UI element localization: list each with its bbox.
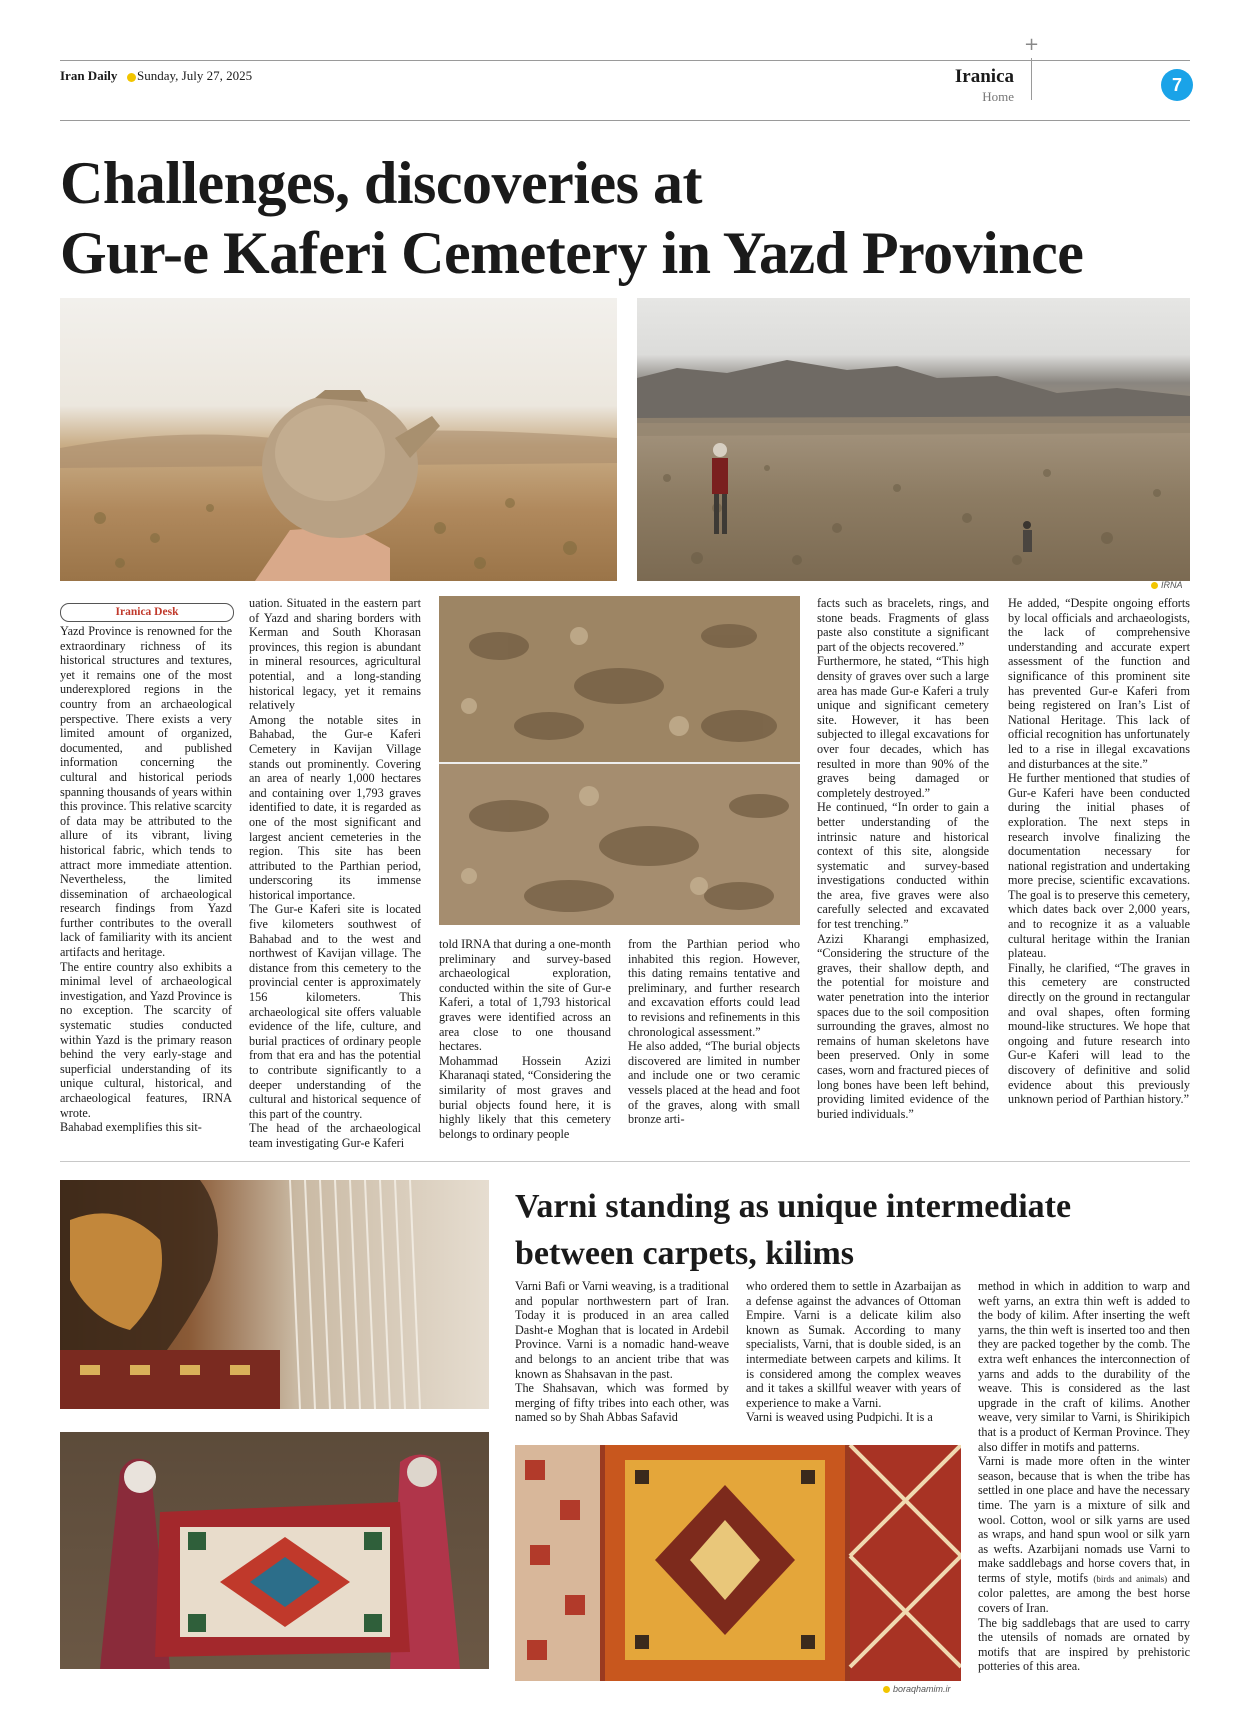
paragraph — [978, 1454, 1190, 1616]
photo-excavated-graves-art — [439, 596, 800, 925]
paragraph: facts such as bracelets, rings, and stone beads. Fragments of glass paste also constitute a significant part of the objects recovered.” — [817, 596, 989, 654]
article-column-5 — [817, 596, 989, 1121]
photo-credit-boraqhamim: boraqhamim.ir — [893, 1684, 951, 1694]
issue-date: Sunday, July 27, 2025 — [137, 68, 253, 83]
main-headline — [60, 148, 1190, 288]
article-column-2 — [249, 596, 421, 1151]
photo-excavated-graves — [439, 596, 800, 925]
header-divider — [1031, 58, 1032, 100]
article-column-4 — [628, 937, 800, 1127]
text-run: and color palettes, are among the best horse covers of Iran. — [978, 1570, 1191, 1616]
paper-name: Iran Daily — [60, 68, 118, 83]
main-headline-line2: Gur-e Kaferi Cemetery in Yazd Province — [60, 220, 1084, 286]
article-column-1 — [60, 624, 232, 1135]
paragraph: uation. Situated in the eastern part of Yazd and sharing borders with Kerman and South Khorasan provinces, this region is abundant in mineral resources, agricultural potential, and a long-standing historical legacy, yet it remains relatively — [249, 596, 421, 713]
section-divider — [60, 1161, 1190, 1162]
paragraph: Mohammad Hossein Azizi Kharanaqi stated, “Considering the similarity of most graves and burial objects found here, it is highly likely that this cemetery belongs to ordinary people — [439, 1053, 611, 1141]
paragraph: The Shahsavan, which was formed by merging of fifty tribes into each other, was named so by Shah Abbas Safavid — [515, 1381, 729, 1425]
page-number-badge: 7 — [1161, 69, 1193, 101]
paragraph: He continued, “In order to gain a better understanding of the intrinsic nature and historical context of this site, alongside systematic and survey-based investigations conducted within the area, five graves were also carefully selected and excavated for test trenching.” — [817, 800, 989, 932]
header-rule — [60, 120, 1190, 121]
paragraph: from the Parthian period who inhabited this region. However, this dating remains tentative and preliminary, and further research and excavation efforts could lead to revisions and refinements in this chronological assessment.” — [628, 937, 800, 1039]
photo-ceramic-vessel — [60, 298, 617, 581]
paragraph: method in which in addition to warp and weft yarns, an extra thin weft is added to the body of kilim. After inserting the weft yarns, the thin weft is inserted too and then they are packed together by the comb. The extra weft enhances the interconnection of yarns and adds to the durability of the weave. This is considered as the last upgrade in the craft of kilims. Another weave, very similar to Varni, is Shirikipich that is a product of Kerman Province. They also differ in motifs and patterns. — [978, 1279, 1190, 1454]
photo-weaving-loom-art — [60, 1180, 489, 1409]
varni-headline — [515, 1183, 1135, 1277]
paragraph: The Gur-e Kaferi site is located five kilometers southwest of Bahabad and to the west and northwest of Kavijan village. The distance from this cemetery to the provincial center is approximately 156 kilometers. This archaeological site offers valuable evidence of the life, culture, and burial practices of ordinary people from that era and has the potential to contribute significantly to a deeper understanding of the cultural and historical sequence of this part of the country. — [249, 902, 421, 1121]
plus-icon: + — [1024, 34, 1040, 55]
varni-headline-line2: between carpets, kilims — [515, 1235, 855, 1272]
text-run-small: (birds and animals) — [1093, 1573, 1168, 1584]
photo-weaving-loom — [60, 1180, 489, 1409]
article-column-6 — [1008, 596, 1190, 1107]
section-subtitle: Home — [982, 89, 1014, 104]
paragraph: He also added, “The burial objects discovered are limited in number and include one or two ceramic vessels placed at the head and foot of the graves, along with small bronze arti- — [628, 1039, 800, 1127]
paragraph: Yazd Province is renowned for the extraordinary richness of its historical structures and textures, yet it remains one of the most underexplored regions in the country from an archaeological perspective. There exists a very limited amount of organized, documented, and published information concerning the cultural and historical periods spanning thousands of years within this province. This relative scarcity of data may be attributed to the allure of its vibrant, living historical fabric, which tends to attract more immediate attention. Nevertheless, the limited dissemination of archaeological research findings from Yazd further contributes to the overall lack of familiarity with its ancient artifacts and heritage. — [60, 624, 232, 960]
paragraph: Azizi Kharangi emphasized, “Considering the structure of the graves, their shallow depth, and the potential for moisture and water penetration into the interior spaces due to the soil composition surrounding the graves, almost no remains of human skeletons have been preserved. Only in some cases, worn and fractured pieces of long bones have been left behind, providing limited evidence of the buried individuals.” — [817, 931, 989, 1121]
section-title: Iranica — [954, 66, 1014, 87]
paragraph: Among the notable sites in Bahabad, the Gur-e Kaferi Cemetery in Kavijan Village stands out prominently. Covering an area of nearly 1,000 hectares and containing over 1,793 graves identified to date, it is regarded as one of the most significant and largest ancient cemeteries in the region. This site has been attributed to the Parthian period, underscoring its immense historical importance. — [249, 712, 421, 902]
photo-credit-irna: IRNA — [1161, 580, 1183, 590]
paragraph: He further mentioned that studies of Gur-e Kaferi have been conducted during the initial phases of exploration. The next steps in research involve finalizing the documentation necessary for national registration and undertaking more precise, scientific excavations. The goal is to preserve this cemetery, which dates back over 2,000 years, and to recognize it as a valuable cultural heritage within the Iranian plateau. — [1008, 771, 1190, 961]
paragraph: The head of the archaeological team investigating Gur-e Kaferi — [249, 1121, 421, 1150]
photo-women-carpet-art — [60, 1432, 489, 1669]
photo-desert-survey — [637, 298, 1190, 581]
varni-column-3 — [978, 1279, 1190, 1674]
paragraph: Bahabad exemplifies this sit- — [60, 1120, 202, 1135]
photo-varni-kilims — [515, 1445, 961, 1681]
top-rule — [60, 60, 1190, 61]
main-headline-line1: Challenges, discoveries at — [60, 150, 702, 216]
paragraph: He added, “Despite ongoing efforts by local officials and archaeologists, the lack of comprehensive understanding and accurate expert assessment of the function and significance of this prominent site has prevented Gur-e Kaferi from being registered on Iran’s List of National Heritage. This lack of official recognition has unfortunately led to a rise in illegal excavations and disturbances at the site.” — [1008, 596, 1190, 771]
paragraph: Varni Bafi or Varni weaving, is a traditional and popular northwestern part of Iran. Today it is produced in an area called Dasht-e Moghan that is located in Ardebil Province. Varni is a nomadic hand-weave and belongs to an ancient tribe that was known as Shahsavan in the past. — [515, 1279, 729, 1381]
text-run: Varni is made more often in the winter season, because that is when the tribe has settled in one place and have the necessary time. The yarn is a mixture of silk and wool. Cotton, wool or silk yarns are used as wraps, and hand spun wool or silk yarn as wefts. Azarbijani nomads use Varni to make saddlebags and horse covers that, in terms of style, motifs — [978, 1454, 1190, 1585]
paragraph: told IRNA that during a one-month preliminary and survey-based archaeological exploration, conducted within the site of Gur-e Kaferi, a total of 1,793 historical graves were identified across an area close to one thousand hectares. — [439, 937, 611, 1054]
accent-dot — [127, 73, 136, 82]
paragraph: who ordered them to settle in Azarbaijan as a defense against the advances of Ottoman Empire. Varni is a delicate kilim also known as Sumak. According to many specialists, Varni, that is double sided, is an intermediate between carpets and kilims. It is considered among the complex weaves and it takes a skillful weaver with years of experience to make a Varni. — [746, 1279, 961, 1410]
photo-varni-kilims-art — [515, 1445, 961, 1681]
paragraph: Furthermore, he stated, “This high density of graves over such a large area has made Gur-e Kaferi a truly unique and significant cemetery site. However, it has been subjected to illegal excavations for over four decades, which has resulted in more than 90% of the graves being damaged or completely destroyed.” — [817, 654, 989, 800]
paragraph: Varni is weaved using Pudpichi. It is a — [746, 1410, 933, 1425]
photo-desert-survey-art — [637, 298, 1190, 581]
desk-label: Iranica Desk — [60, 603, 234, 622]
photo-ceramic-vessel-art — [60, 298, 617, 581]
credit-dot — [883, 1686, 890, 1693]
varni-column-2 — [746, 1279, 961, 1425]
paragraph: The big saddlebags that are used to carry the utensils of nomads are ornated by motifs that are inspired by prehistoric potteries of this area. — [978, 1615, 1190, 1674]
varni-column-1 — [515, 1279, 729, 1425]
varni-headline-line1: Varni standing as unique intermediate — [515, 1188, 1072, 1225]
article-column-3 — [439, 937, 611, 1141]
credit-dot — [1151, 582, 1158, 589]
photo-women-carpet — [60, 1432, 489, 1669]
paragraph: Finally, he clarified, “The graves in this cemetery are constructed directly on the ground in rectangular and oval shapes, often forming mound-like structures. We hope that ongoing and future research into Gur-e Kaferi will lead to the discovery of definitive and solid evidence about this previously unknown period of Parthian history.” — [1008, 960, 1190, 1107]
paragraph: The entire country also exhibits a minimal level of archaeological investigation, and Yazd Province is no exception. The scarcity of systematic studies conducted within Yazd is the primary reason behind the very early-stage and superficial understanding of its unique cultural, historical, and archaeological features, IRNA wrote. — [60, 959, 232, 1120]
